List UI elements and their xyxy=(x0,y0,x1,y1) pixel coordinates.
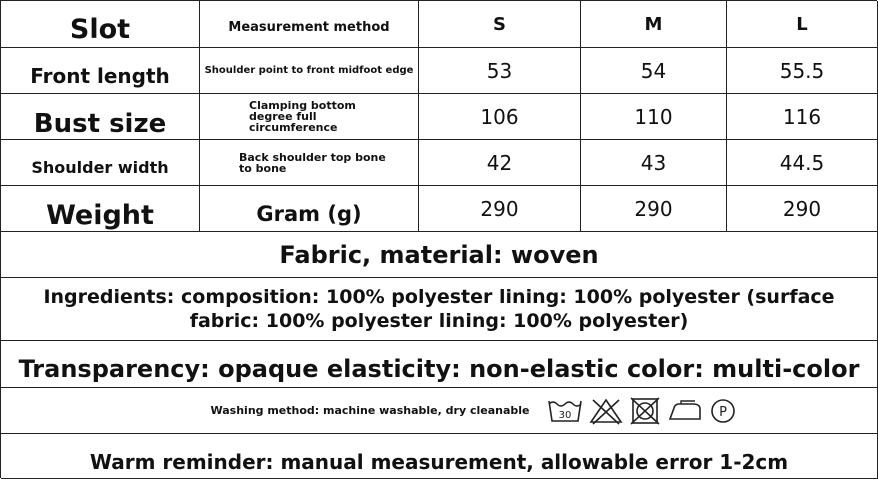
method-header: Measurement method xyxy=(200,1,419,47)
washing-row xyxy=(1,388,878,434)
table-row xyxy=(1,140,878,186)
value-s: 53 xyxy=(419,48,581,93)
ingredients-text: Ingredients: composition: 100% polyester lining: 100% polyester (surface fabric: 100% polyester lining: 100% polyester) xyxy=(1,278,878,340)
care-icons xyxy=(547,397,737,425)
value-m: 43 xyxy=(581,140,727,185)
value-l: 55.5 xyxy=(727,48,878,93)
row-method: Shoulder point to front midfoot edge xyxy=(200,48,419,93)
washing-cell xyxy=(1,388,878,433)
table-row xyxy=(1,94,878,140)
wash-30-icon xyxy=(547,397,583,425)
value-m: 54 xyxy=(581,48,727,93)
value-m: 110 xyxy=(581,94,727,139)
transparency-row xyxy=(1,341,878,388)
header-row xyxy=(1,1,878,48)
size-m-header: M xyxy=(581,1,727,47)
iron-icon xyxy=(667,397,703,425)
row-method: Gram (g) xyxy=(200,186,419,231)
row-label-front-length: Front length xyxy=(1,48,200,93)
value-l: 44.5 xyxy=(727,140,878,185)
dry-clean-letter: P xyxy=(719,404,728,420)
value-l: 290 xyxy=(727,186,878,231)
reminder-text: Warm reminder: manual measurement, allowable error 1-2cm xyxy=(1,434,878,478)
no-tumble-dry-icon xyxy=(629,397,661,425)
wash-temp-label: 30 xyxy=(559,409,572,421)
row-label-weight: Weight xyxy=(1,186,200,231)
dry-clean-p-icon xyxy=(709,397,737,425)
washing-text: Washing method: machine washable, dry cleanable xyxy=(210,404,530,417)
value-l: 116 xyxy=(727,94,878,139)
ingredients-row xyxy=(1,278,878,341)
table-row xyxy=(1,48,878,94)
value-s: 42 xyxy=(419,140,581,185)
fabric-row xyxy=(1,232,878,278)
no-bleach-icon xyxy=(589,397,623,425)
row-method: Back shoulder top bone to bone xyxy=(200,140,419,185)
row-method: Clamping bottom degree full circumference xyxy=(200,94,419,139)
size-s-header: S xyxy=(419,1,581,47)
fabric-text: Fabric, material: woven xyxy=(1,232,878,277)
size-l-header: L xyxy=(727,1,878,47)
value-s: 290 xyxy=(419,186,581,231)
row-label-shoulder-width: Shoulder width xyxy=(1,140,200,185)
slot-header: Slot xyxy=(1,1,200,47)
transparency-text: Transparency: opaque elasticity: non-elastic color: multi-color xyxy=(1,341,878,387)
value-m: 290 xyxy=(581,186,727,231)
row-label-bust-size: Bust size xyxy=(1,94,200,139)
reminder-row xyxy=(1,434,878,479)
value-s: 106 xyxy=(419,94,581,139)
table-row xyxy=(1,186,878,232)
